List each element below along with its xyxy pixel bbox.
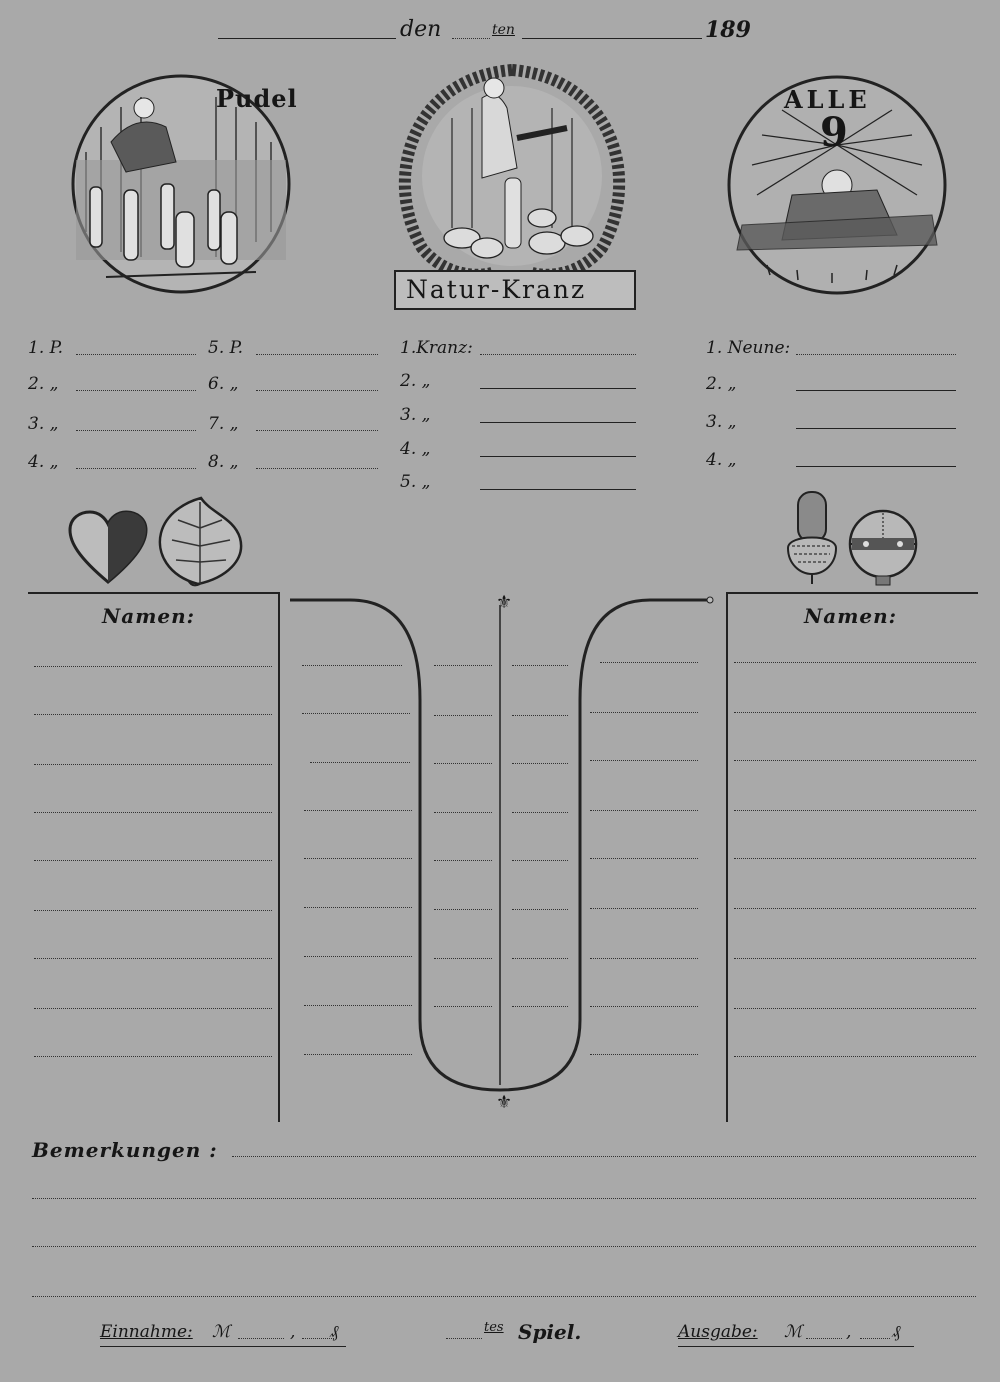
- einnahme-mark-field[interactable]: [238, 1338, 284, 1339]
- pudel-field-7[interactable]: [256, 430, 378, 431]
- pudel-label-5: 5. P.: [208, 338, 244, 358]
- score-field[interactable]: [434, 665, 492, 666]
- score-field[interactable]: [590, 858, 698, 859]
- score-field[interactable]: [434, 909, 492, 910]
- kranz-field-5[interactable]: [480, 489, 636, 490]
- name-field[interactable]: [34, 666, 272, 667]
- pudel-field-6[interactable]: [256, 390, 378, 391]
- ausgabe-label: Ausgabe:: [678, 1322, 758, 1342]
- name-field[interactable]: [734, 1008, 976, 1009]
- name-field[interactable]: [34, 958, 272, 959]
- score-field[interactable]: [512, 860, 568, 861]
- einnahme-pf-symbol: ₰: [330, 1322, 339, 1342]
- pudel-field-4[interactable]: [76, 468, 196, 469]
- header-ten: ten: [492, 22, 515, 38]
- name-field[interactable]: [34, 812, 272, 813]
- score-field[interactable]: [434, 812, 492, 813]
- einnahme-label: Einnahme:: [100, 1322, 193, 1342]
- heart-icon: [68, 512, 148, 584]
- neune-field-3[interactable]: [796, 428, 956, 429]
- einnahme-underline: [100, 1346, 346, 1347]
- neune-label-1: 1. Neune:: [706, 338, 791, 358]
- pudel-field-1[interactable]: [76, 354, 196, 355]
- kranz-label-1: 1.Kranz:: [400, 338, 473, 358]
- bemerkungen-label: Bemerkungen :: [32, 1138, 218, 1162]
- date-line-mid[interactable]: [452, 38, 490, 39]
- neune-field-1[interactable]: [796, 354, 956, 355]
- pudel-field-5[interactable]: [256, 354, 378, 355]
- einnahme-mark-symbol: ℳ: [212, 1322, 231, 1342]
- neune-field-2[interactable]: [796, 390, 956, 391]
- pudel-emblem: [66, 72, 301, 297]
- kranz-label-3: 3. „: [400, 405, 431, 425]
- namen-left-title: Namen:: [102, 604, 196, 628]
- ausgabe-comma: ,: [846, 1322, 852, 1342]
- name-field[interactable]: [734, 810, 976, 811]
- remarks-line-2[interactable]: [32, 1198, 976, 1199]
- score-field[interactable]: [512, 665, 568, 666]
- name-field[interactable]: [734, 662, 976, 663]
- pudel-title: Pudel: [216, 84, 298, 113]
- name-field[interactable]: [34, 714, 272, 715]
- score-field[interactable]: [512, 909, 568, 910]
- game-number-field[interactable]: [446, 1338, 482, 1339]
- score-field[interactable]: [590, 712, 698, 713]
- natur-kranz-banner: [394, 270, 636, 310]
- name-field[interactable]: [34, 910, 272, 911]
- bowling-lane-diagram: [280, 590, 730, 1120]
- score-field[interactable]: [512, 1006, 568, 1007]
- name-field[interactable]: [34, 1008, 272, 1009]
- score-field[interactable]: [590, 908, 698, 909]
- lane-top-marker-icon: ⚜: [496, 592, 513, 613]
- score-field[interactable]: [590, 958, 698, 959]
- ausgabe-underline: [678, 1346, 914, 1347]
- score-field[interactable]: [434, 860, 492, 861]
- pudel-label-3: 3. „: [28, 414, 59, 434]
- name-field[interactable]: [34, 860, 272, 861]
- score-field[interactable]: [600, 662, 698, 663]
- score-field[interactable]: [310, 762, 410, 763]
- score-field[interactable]: [304, 907, 412, 908]
- name-field[interactable]: [34, 1056, 272, 1057]
- score-field[interactable]: [512, 812, 568, 813]
- ausgabe-mark-field[interactable]: [806, 1338, 842, 1339]
- einnahme-comma: ,: [290, 1322, 296, 1342]
- score-field[interactable]: [434, 715, 492, 716]
- name-field[interactable]: [734, 908, 976, 909]
- remarks-line-3[interactable]: [32, 1246, 976, 1247]
- score-field[interactable]: [302, 713, 410, 714]
- score-field[interactable]: [590, 1054, 698, 1055]
- score-field[interactable]: [512, 715, 568, 716]
- ausgabe-mark-symbol: ℳ: [784, 1322, 803, 1342]
- lane-bottom-marker-icon: ⚜: [496, 1092, 513, 1113]
- pudel-field-8[interactable]: [256, 468, 378, 469]
- score-field[interactable]: [304, 956, 412, 957]
- bell-icon: [846, 508, 921, 588]
- alle-9-number: 9: [820, 109, 849, 156]
- kranz-field-4[interactable]: [480, 456, 636, 457]
- alle-9-word: ALLE: [784, 85, 871, 114]
- pudel-label-6: 6. „: [208, 374, 239, 394]
- score-field[interactable]: [590, 760, 698, 761]
- name-field[interactable]: [734, 858, 976, 859]
- score-field[interactable]: [304, 810, 412, 811]
- score-field[interactable]: [304, 1054, 412, 1055]
- acorn-icon: [782, 490, 842, 585]
- leaf-icon: [156, 498, 246, 588]
- pudel-field-2[interactable]: [76, 390, 196, 391]
- score-field[interactable]: [512, 763, 568, 764]
- name-field[interactable]: [734, 1056, 976, 1057]
- natur-kranz-title: Natur-Kranz: [406, 275, 587, 304]
- namen-right-box: [726, 592, 978, 1122]
- date-line-right[interactable]: [522, 38, 702, 39]
- kranz-label-2: 2. „: [400, 371, 431, 391]
- name-field[interactable]: [34, 764, 272, 765]
- kranz-field-1[interactable]: [480, 354, 636, 355]
- neune-label-2: 2. „: [706, 374, 737, 394]
- pudel-label-8: 8. „: [208, 452, 239, 472]
- pudel-label-1: 1. P.: [28, 338, 64, 358]
- neune-label-3: 3. „: [706, 412, 737, 432]
- namen-left-box: [28, 592, 280, 1122]
- game-tes: tes: [484, 1320, 504, 1335]
- kranz-field-2[interactable]: [480, 388, 636, 389]
- kranz-label-5: 5. „: [400, 472, 431, 492]
- date-line-left[interactable]: [218, 38, 396, 39]
- score-field[interactable]: [434, 958, 492, 959]
- score-field[interactable]: [434, 763, 492, 764]
- ausgabe-pf-field[interactable]: [860, 1338, 890, 1339]
- pudel-label-2: 2. „: [28, 374, 59, 394]
- header-year: 189: [705, 17, 751, 43]
- score-field[interactable]: [590, 810, 698, 811]
- score-field[interactable]: [302, 665, 402, 666]
- ausgabe-pf-symbol: ₰: [892, 1322, 901, 1342]
- score-field[interactable]: [304, 858, 412, 859]
- remarks-line-1[interactable]: [232, 1156, 976, 1157]
- header-den: den: [400, 17, 442, 42]
- pudel-field-3[interactable]: [76, 430, 196, 431]
- natur-kranz-emblem: [382, 58, 642, 313]
- neune-field-4[interactable]: [796, 466, 956, 467]
- name-field[interactable]: [734, 760, 976, 761]
- name-field[interactable]: [734, 958, 976, 959]
- score-field[interactable]: [590, 1006, 698, 1007]
- pudel-label-4: 4. „: [28, 452, 59, 472]
- game-spiel: Spiel.: [518, 1320, 582, 1344]
- kranz-label-4: 4. „: [400, 439, 431, 459]
- pudel-label-7: 7. „: [208, 414, 239, 434]
- alle-9-emblem: [722, 75, 958, 297]
- kranz-field-3[interactable]: [480, 422, 636, 423]
- score-field[interactable]: [434, 1006, 492, 1007]
- name-field[interactable]: [734, 712, 976, 713]
- score-field[interactable]: [304, 1005, 412, 1006]
- namen-right-title: Namen:: [804, 604, 898, 628]
- score-field[interactable]: [512, 958, 568, 959]
- remarks-line-4[interactable]: [32, 1296, 976, 1297]
- neune-label-4: 4. „: [706, 450, 737, 470]
